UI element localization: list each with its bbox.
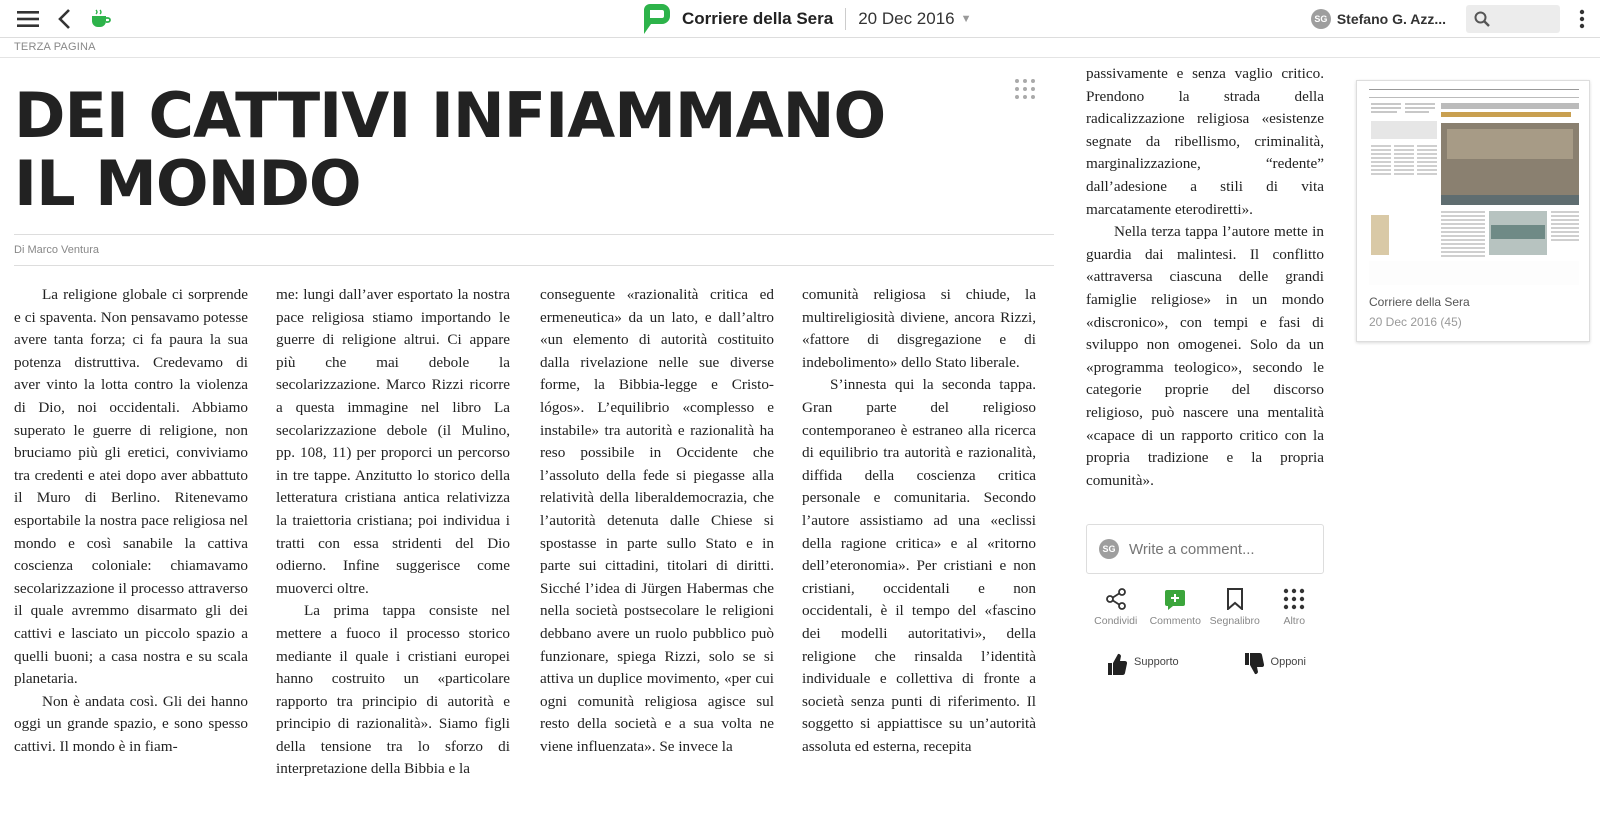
share-button[interactable]: [1086, 588, 1146, 627]
bookmark-icon: [1226, 588, 1244, 610]
article-actions: [1086, 588, 1324, 627]
top-bar: [0, 0, 1600, 38]
hamburger-icon: [17, 10, 39, 28]
comment-icon: [1164, 588, 1186, 610]
paragraph: comunità religiosa si chiude, la multireligiosità diviene, ancora Rizzi, «fattore di disgregazione e di indebolimento» dello Stato liberale.: [802, 286, 1036, 371]
thumbs-up-icon: [1106, 652, 1128, 676]
comment-box[interactable]: [1086, 524, 1324, 574]
issue-date[interactable]: 20 Dec 2016: [858, 9, 955, 28]
pressreader-logo-icon: [640, 2, 672, 36]
coffee-button[interactable]: [82, 5, 118, 33]
section-bar: [0, 38, 1600, 58]
thumbnail-date-row: [1369, 315, 1462, 329]
article-column-4: [802, 284, 1036, 758]
newspaper-page-thumbnail: [1367, 85, 1581, 285]
menu-button[interactable]: [10, 5, 46, 33]
paragraph: S’innesta qui la seconda tappa. Gran parte del religioso contemporaneo è estraneo alla ricerca di equilibrio tra autorità e razionalità, diffida della coscienza critica personale e comunitaria. Secondo l’autore assistiamo ad una «eclissi della ragione critica» e al «ritorno dell’eteronomia». Per cristiani e non cristiani, occidentali e non occidentali, è il tempo del «fascino dei modelli autoritativi», della religione che rinsalda l’identità individuale e collettiva di fronte a società senza punti di riferimento. Il soggetto si appiattisce su un’autorità assoluta ed esterna, recepita: [802, 376, 1036, 755]
search-icon: [1474, 11, 1490, 27]
page-thumbnail-image[interactable]: [1367, 85, 1581, 285]
oppose-label: Opponi: [1270, 656, 1306, 668]
drag-handle-icon[interactable]: [1014, 78, 1036, 100]
oppose-button[interactable]: [1243, 652, 1306, 676]
more-icon: [1283, 588, 1305, 610]
bookmark-label: Segnalibro: [1209, 615, 1260, 627]
publication-name[interactable]: Corriere della Sera: [682, 9, 834, 28]
article-headline: DEI CATTIVI INFIAMMANO IL MONDO: [14, 79, 886, 220]
overflow-menu-button[interactable]: [1568, 5, 1596, 33]
paragraph: La religione globale ci sorprende e ci spaventa. Non pensavamo potesse avere tanta forza; ci fa paura la sua potenza distruttiva. Credevamo di aver vinto la lotta contro la violenza di Dio, noi occidentali. Abbiamo superato le guerre di religione, non bruciamo più gli eretici, conviviamo tra credenti e atei dopo aver abbattuto il Muro di Berlino. Ritenevamo esportabile la nostra pace religiosa nel mondo e così sanabile la cattiva coscienza coloniale: chiamavamo secolarizzazione il processo attraverso il quale avremmo disarmato gli dei cattivi e lasciato un piccolo spazio a quelli buoni; a casa nostra e su scala planetaria.: [14, 286, 248, 688]
article-column-5: [1086, 63, 1324, 492]
chevron-left-icon: [57, 8, 71, 30]
search-input[interactable]: [1496, 12, 1556, 26]
thumbnail-page-count: (45): [1440, 315, 1462, 329]
search-box[interactable]: [1466, 5, 1560, 33]
byline-divider: [14, 265, 1054, 266]
page-thumbnail-card[interactable]: [1356, 80, 1590, 342]
share-label: Condividi: [1094, 615, 1138, 627]
thumbs-down-icon: [1243, 652, 1265, 676]
chevron-down-icon[interactable]: ▼: [960, 13, 972, 25]
article-column-3: [540, 284, 774, 758]
bookmark-button[interactable]: [1205, 588, 1265, 627]
publication-header: [640, 2, 972, 36]
thumbnail-publication: Corriere della Sera: [1369, 295, 1470, 309]
vote-buttons: [1106, 652, 1306, 676]
comment-label: Commento: [1149, 615, 1201, 627]
support-label: Supporto: [1134, 656, 1179, 668]
back-button[interactable]: [46, 5, 82, 33]
header-divider: [845, 8, 846, 30]
more-button[interactable]: [1265, 588, 1325, 627]
user-name[interactable]: Stefano G. Azz...: [1336, 11, 1446, 27]
comment-input[interactable]: [1129, 541, 1309, 558]
coffee-cup-icon: [89, 8, 111, 30]
article-byline: Di Marco Ventura: [14, 244, 99, 256]
paragraph: passivamente e senza vaglio critico. Prendono la strada della radicalizzazione religiosa «esistenze segnate da ribellismo, criminalità, marginalizzazione, “redente” dall’adesione a stili di vita marcatamente eterodiretti».: [1086, 65, 1324, 218]
paragraph: conseguente «razionalità critica ed ermeneutica» da un lato, e dall’altro «un elemento di autorità costituito dalla rivelazione nelle sue diverse forme, la Bibbia-legge e Cristo-lógos». L’equilibrio «complesso e instabile» tra autorità e razionalità ha reso possibile in Occidente che l’assoluto della fede si piegasse alla relatività della liberaldemocrazia, che l’autorità detenuta dalle Chiese si spostasse in parte sullo Stato e in parte sui cittadini, titolari di diritti. Sicché l’idea di Jürgen Habermas che nella società postsecolare le religioni debbano avere un ruolo pubblico può funzionare, spiega Rizzi, solo se si attiva un duplice movimento, «per cui ogni comunità religiosa agisce sul resto della società e a sua volta ne viene influenzata». Se invece la: [540, 286, 774, 755]
article-column-1: [14, 284, 248, 758]
article: [14, 58, 1054, 818]
headline-divider: [14, 234, 1054, 235]
comment-button[interactable]: [1146, 588, 1206, 627]
support-button[interactable]: [1106, 652, 1179, 676]
article-column-2: [276, 284, 510, 781]
paragraph: La prima tappa consiste nel mettere a fuoco il processo storico mediante il quale i cristiani europei hanno costruito un «particolare rapporto tra principio di autorità e principio di razionalità». Siamo figli della tensione tra lo sforzo di interpretazione della Bibbia e la: [276, 602, 510, 778]
paragraph: Nella terza tappa l’autore mette in guardia dai malintesi. Il conflitto «attraversa ciascuna delle grandi famiglie religiose» in un mondo «discronico», con tempi e fasi di sviluppo non omogenei. Solo da un «programma teologico», secondo le categorie proprie del discorso religioso, può nascere una mentalità «capace di un rapporto critico con la propria tradizione e la propria comunità».: [1086, 223, 1324, 489]
paragraph: Non è andata così. Gli dei hanno oggi un grande spazio, e sono spesso cattivi. Il mondo è in fiam-: [14, 692, 248, 755]
share-icon: [1105, 588, 1127, 610]
thumbnail-date: 20 Dec 2016: [1369, 315, 1438, 329]
more-label: Altro: [1283, 615, 1306, 627]
comment-avatar: SG: [1099, 539, 1119, 559]
user-avatar[interactable]: SG: [1311, 9, 1331, 29]
topbar-left: [10, 5, 118, 33]
topbar-right: [1311, 0, 1600, 38]
paragraph: me: lungi dall’aver esportato la nostra pace religiosa stiamo importando le guerre di religione altrui. Ci appare più che mai debole la secolarizzazione. Marco Rizzi ricorre a questa immagine nel libro La secolarizzazione debole (il Mulino, pp. 108, 11) per proporci un percorso in tre tappe. Anzitutto lo storico della letteratura cristiana antica relativizza la traiettoria cristiana; poi individua i tratti con essa stridenti del Dio odierno. Infine suggerisce come muoverci oltre.: [276, 286, 510, 597]
section-label: TERZA PAGINA: [14, 41, 96, 53]
more-vert-icon: [1579, 9, 1585, 29]
